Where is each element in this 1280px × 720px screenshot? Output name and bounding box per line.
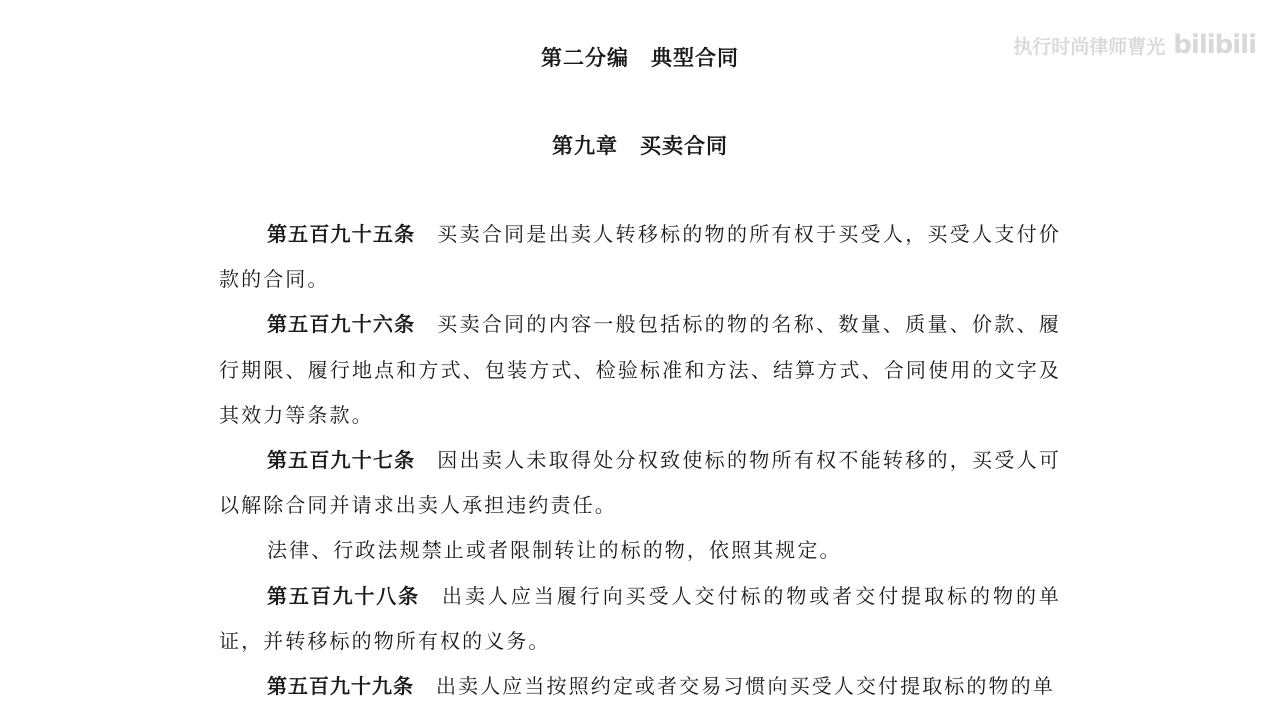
article-number: 第五百九十七条	[267, 448, 416, 473]
article-text: 因出卖人未取得处分权致使标的物所有权不能转移的，买受人可以解除合同并请求出卖人承担违约责任。	[219, 448, 1061, 518]
article-text: 买卖合同的内容一般包括标的物的名称、数量、质量、价款、履行期限、履行地点和方式、包装方式、检验标准和方法、结算方式、合同使用的文字及其效力等条款。	[219, 312, 1061, 427]
chapter-title: 第九章 买卖合同	[552, 134, 728, 158]
bilibili-logo-icon: bilibili	[1173, 30, 1256, 60]
article-text: 法律、行政法规禁止或者限制转让的标的物，依照其规定。	[267, 538, 842, 563]
article-text: 出卖人应当履行向买受人交付标的物或者交付提取标的物的单证，并转移标的物所有权的义务。	[219, 583, 1062, 653]
article-text: 买卖合同是出卖人转移标的物的所有权于买受人，买受人支付价款的合同。	[219, 222, 1061, 292]
watermark-text: 执行时尚律师曹光	[1013, 35, 1166, 58]
article-list	[219, 212, 1061, 709]
article-599	[219, 664, 1061, 709]
article-597	[219, 438, 1061, 528]
article-598	[219, 574, 1061, 664]
article-number: 第五百九十五条	[267, 222, 416, 246]
article-number: 第五百九十八条	[267, 583, 421, 608]
article-text: 出卖人应当按照约定或者交易习惯向买受人交付提取标的物的单	[436, 674, 1055, 699]
article-number: 第五百九十六条	[267, 312, 416, 337]
article-596	[219, 302, 1061, 438]
article-597-paragraph-2	[219, 528, 1061, 573]
article-595	[219, 212, 1061, 302]
article-number: 第五百九十九条	[267, 674, 414, 699]
part-title: 第二分编 典型合同	[541, 46, 739, 70]
